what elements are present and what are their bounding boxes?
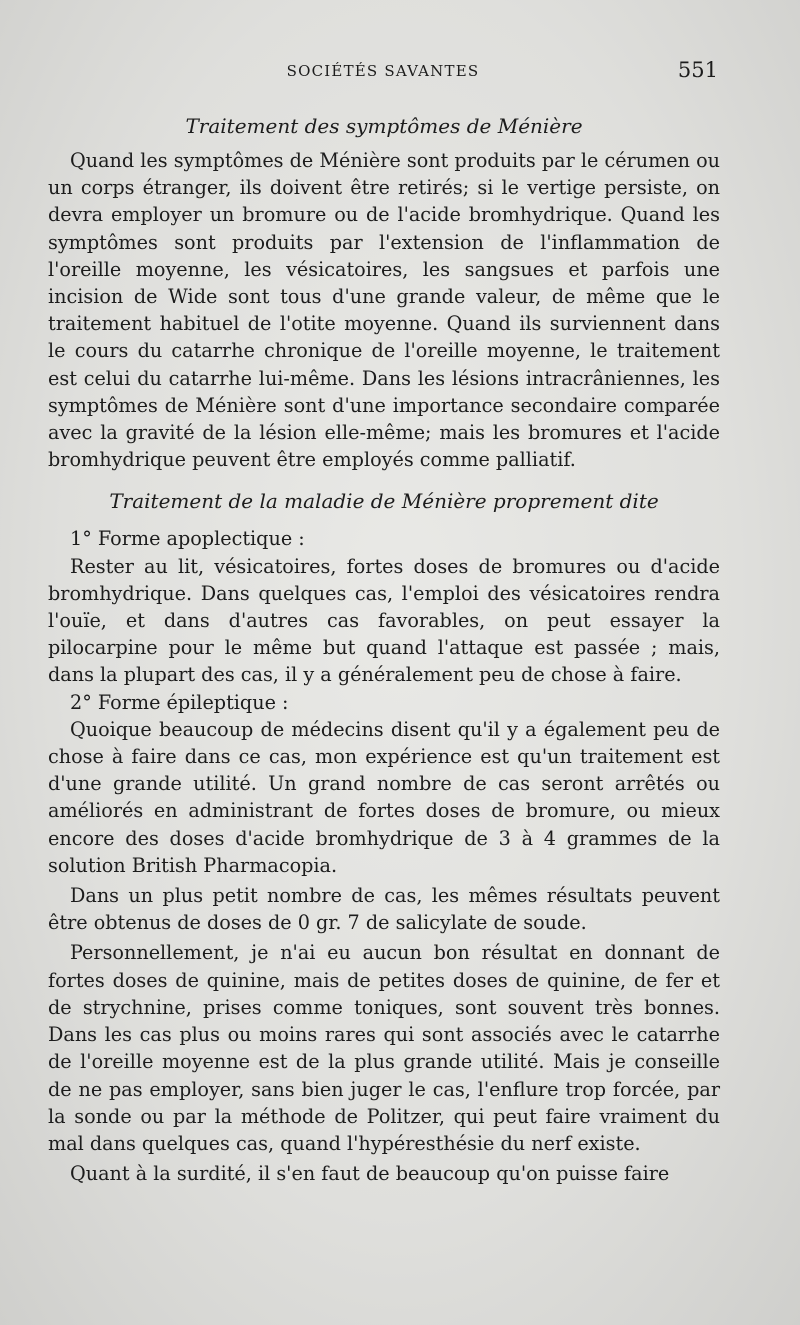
- form-apoplectic-label: 1° Forme apoplectique :: [70, 527, 305, 551]
- form-epileptic-label: 2° Forme épileptique :: [70, 690, 289, 714]
- page-header: [48, 58, 718, 92]
- page-number: 551: [677, 58, 718, 82]
- paragraph-deafness: Quant à la surdité, il s'en faut de beaucoup qu'on puisse faire: [70, 1162, 670, 1186]
- section-heading-disease: Traitement de la maladie de Ménière proprement dite: [109, 489, 659, 514]
- paragraph-epileptic: Quoique beaucoup de médecins disent qu'il y a également peu de chose à faire dans ce cas, mon expérience est qu'un traitement est d'une grande utilité. Un grand nombre de cas seront arrêtés ou améliorés en administrant de fortes doses de bromure, ou mieux encore des doses d'acide bromhydrique de 3 à 4 grammes de la solution British Pharmacopia.: [48, 717, 720, 877]
- paragraph-personal-experience: Personnellement, je n'ai eu aucun bon résultat en donnant de fortes doses de quinine, mais de petites doses de quinine, de fer et de strychnine, prises comme toniques, sont souvent très bonnes. Dans les cas plus ou moins rares qui sont associés avec le catarrhe de l'oreille moyenne est de la plus grande utilité. Mais je conseille de ne pas employer, sans bien juger le cas, l'enflure trop forcée, par la sonde ou par la méthode de Politzer, qui peut faire vraiment du mal dans quelques cas, quand l'hypéresthésie du nerf existe.: [48, 941, 720, 1155]
- page-body: [48, 112, 720, 1187]
- section-heading-symptoms: Traitement des symptômes de Ménière: [185, 114, 583, 138]
- paragraph-salicylate: Dans un plus petit nombre de cas, les mêmes résultats peuvent être obtenus de doses de 0 gr. 7 de salicylate de soude.: [48, 884, 720, 935]
- running-head: SOCIÉTÉS SAVANTES: [286, 62, 480, 80]
- paragraph-apoplectic: Rester au lit, vésicatoires, fortes doses de bromures ou d'acide bromhydrique. Dans quelques cas, l'emploi des vésicatoires rendra l'ouïe, et dans d'autres cas favorables, on peut essayer la pilocarpine pour le même but quand l'attaque est passée ; mais, dans la plupart des cas, il y a généralement peu de chose à faire.: [48, 554, 720, 687]
- paragraph-symptoms-treatment: Quand les symptômes de Ménière sont produits par le cérumen ou un corps étranger, ils doivent être retirés; si le vertige persiste, on devra employer un bromure ou de l'acide bromhydrique. Quand les symptômes sont produits par l'extension de l'inflammation de l'oreille moyenne, les vésicatoires, les sangsues et parfois une incision de Wide sont tous d'une grande valeur, de même que le traitement habituel de l'otite moyenne. Quand ils surviennent dans le cours du catarrhe chronique de l'oreille moyenne, le traitement est celui du catarrhe lui-même. Dans les lésions intracrâniennes, les symptômes de Ménière sont d'une importance secondaire comparée avec la gravité de la lésion elle-même; mais les bromures et l'acide bromhydrique peuvent être employés comme palliatif.: [48, 149, 720, 472]
